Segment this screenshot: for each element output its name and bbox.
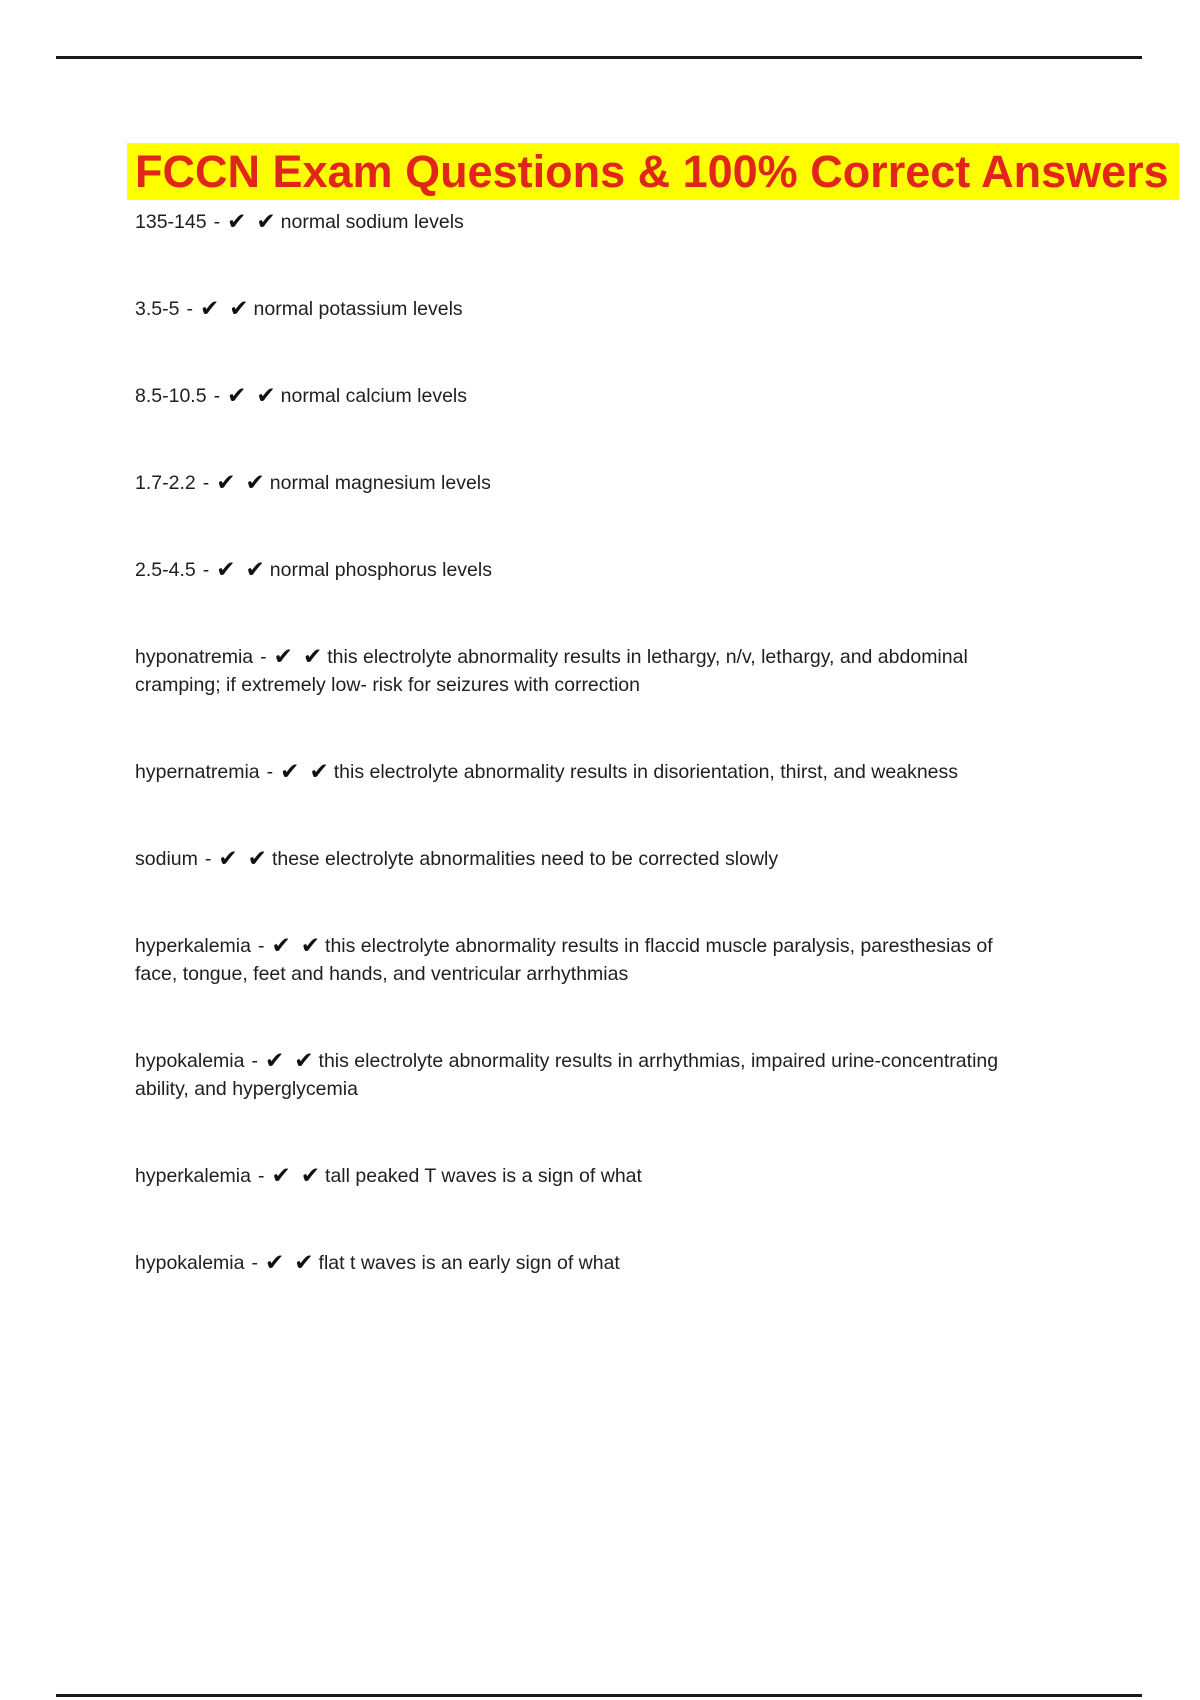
checkmark-icon: ✔ [218, 845, 238, 871]
qa-item [135, 1248, 1005, 1277]
document-content [135, 145, 1169, 1277]
qa-term: hypokalemia [135, 1252, 245, 1274]
qa-item [135, 931, 1005, 988]
qa-item [135, 1161, 1005, 1190]
checkmark-icon: ✔ [309, 758, 329, 784]
qa-term: sodium [135, 848, 198, 870]
page-title [127, 145, 1169, 199]
qa-answer: this electrolyte abnormality results in disorientation, thirst, and weakness [333, 761, 959, 783]
qa-list [135, 207, 1005, 1277]
top-divider [56, 56, 1142, 59]
qa-term: 3.5-5 [135, 298, 180, 320]
qa-separator: - [202, 559, 210, 581]
qa-separator: - [260, 646, 267, 668]
qa-term: 1.7-2.2 [135, 472, 196, 494]
qa-separator: - [213, 385, 221, 407]
qa-separator: - [186, 298, 193, 320]
checkmark-icon: ✔ [294, 1047, 314, 1073]
qa-item [135, 844, 1005, 873]
checkmark-icon: ✔ [256, 208, 276, 234]
qa-separator: - [266, 761, 274, 783]
qa-term: hyperkalemia [135, 1165, 251, 1187]
checkmark-icon: ✔ [300, 932, 321, 958]
qa-item [135, 1046, 1005, 1103]
checkmark-icon: ✔ [271, 1162, 291, 1188]
qa-term: hyponatremia [135, 646, 254, 668]
qa-term: hypernatremia [135, 761, 260, 783]
qa-answer: this electrolyte abnormality results in arrhythmias, impaired urine-concentrating ability, and hyperglycemia [135, 1050, 999, 1100]
qa-answer: normal sodium levels [280, 211, 464, 233]
qa-term: 8.5-10.5 [135, 385, 207, 407]
qa-term: hypokalemia [135, 1050, 245, 1072]
checkmark-icon: ✔ [216, 469, 236, 495]
qa-answer: this electrolyte abnormality results in flaccid muscle paralysis, paresthesias of face, tongue, feet and hands, and ventricular arrhythmias [135, 935, 993, 985]
qa-separator: - [251, 1252, 258, 1274]
checkmark-icon: ✔ [256, 382, 276, 408]
qa-answer: this electrolyte abnormality results in lethargy, n/v, lethargy, and abdominal cramping; if extremely low- risk for seizures with correction [135, 646, 968, 696]
qa-answer: tall peaked T waves is a sign of what [325, 1165, 642, 1187]
checkmark-icon: ✔ [302, 643, 323, 669]
checkmark-icon: ✔ [273, 643, 293, 669]
qa-separator: - [257, 1165, 265, 1187]
qa-term: 135-145 [135, 211, 207, 233]
page-title-highlight: FCCN Exam Questions & 100% Correct Answers [127, 143, 1179, 200]
qa-term: 2.5-4.5 [135, 559, 196, 581]
qa-item [135, 294, 1005, 323]
qa-separator: - [213, 211, 221, 233]
qa-separator: - [257, 935, 265, 957]
checkmark-icon: ✔ [216, 556, 236, 582]
qa-item [135, 555, 1005, 584]
checkmark-icon: ✔ [245, 556, 265, 582]
qa-answer: normal potassium levels [253, 298, 463, 320]
qa-answer: normal calcium levels [280, 385, 468, 407]
checkmark-icon: ✔ [300, 1162, 321, 1188]
qa-separator: - [251, 1050, 258, 1072]
bottom-divider [56, 1694, 1142, 1697]
checkmark-icon: ✔ [199, 295, 220, 321]
qa-separator: - [204, 848, 212, 870]
qa-answer: these electrolyte abnormalities need to be corrected slowly [271, 848, 779, 870]
checkmark-icon: ✔ [227, 382, 247, 408]
qa-separator: - [202, 472, 210, 494]
qa-item [135, 207, 1005, 236]
checkmark-icon: ✔ [264, 1249, 285, 1275]
checkmark-icon: ✔ [271, 932, 291, 958]
qa-item [135, 381, 1005, 410]
qa-answer: normal phosphorus levels [269, 559, 492, 581]
qa-item [135, 757, 1005, 786]
checkmark-icon: ✔ [245, 469, 265, 495]
qa-answer: flat t waves is an early sign of what [318, 1252, 620, 1274]
checkmark-icon: ✔ [247, 845, 267, 871]
checkmark-icon: ✔ [294, 1249, 314, 1275]
checkmark-icon: ✔ [227, 208, 247, 234]
checkmark-icon: ✔ [229, 295, 249, 321]
qa-item [135, 642, 1005, 699]
checkmark-icon: ✔ [280, 758, 300, 784]
qa-answer: normal magnesium levels [269, 472, 491, 494]
checkmark-icon: ✔ [264, 1047, 285, 1073]
qa-term: hyperkalemia [135, 935, 251, 957]
qa-item [135, 468, 1005, 497]
